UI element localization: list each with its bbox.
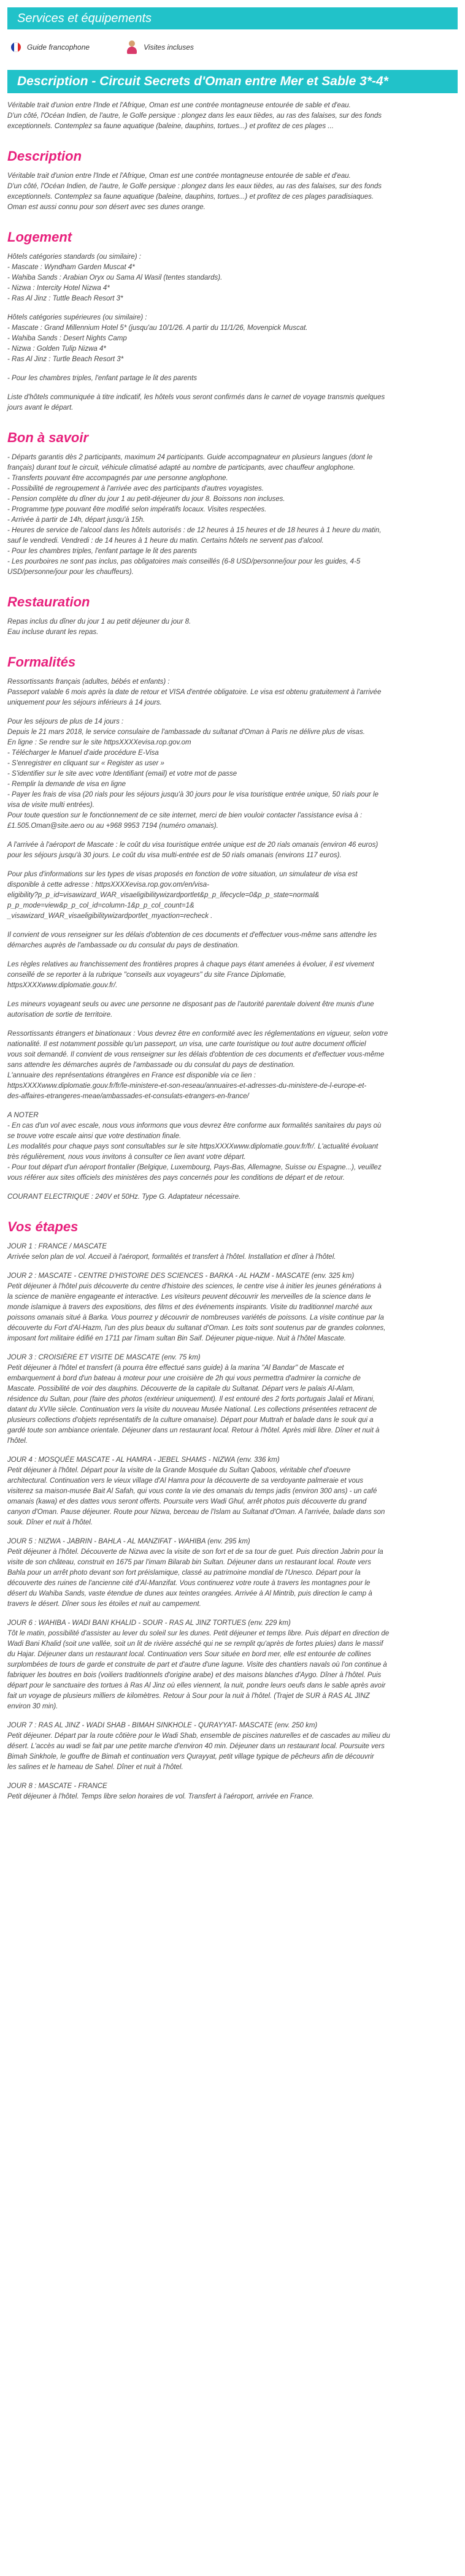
feature-guide (11, 42, 90, 53)
day-text-line: Petit déjeuner à l'hôtel. Temps libre selon horaires de vol. Transfert à l'aéroport, arrivée en France. (7, 1793, 314, 1800)
text-line: Hôtels catégories standards (ou similaire) : (7, 253, 141, 261)
text-line: exceptionnels. Contemplez sa faune aquatique (baleine, dauphins, tortues...) et profitez de ces plages ... (7, 123, 334, 130)
text-line: - Nizwa : Intercity Hotel Nizwa 4* (7, 285, 110, 292)
section-title-formalites: Formalités (7, 654, 76, 670)
text-line: - S'enregistrer en cliquant sur « Register as user » (7, 760, 164, 767)
logement-text (7, 252, 458, 413)
text-line: vous soit demandé. Il convient de vous renseigner sur les délais d'obtention de ces documents et d'effectuer vous-même (7, 1051, 385, 1058)
day-text-line: Petit déjeuner à l'hôtel et transfert (à pourra être effectué sans guide) à la marina "Al Bandar" de Mascate et (7, 1364, 344, 1372)
day-title: JOUR 7 : RAS AL JINZ - WADI SHAB - BIMAH SINKHOLE - QURAYYAT- MASCATE (env. 250 km) (7, 1722, 318, 1729)
features-row (7, 37, 458, 59)
text-line: sans attendre les démarches auprès de l'ambassade ou du consulat du pays de destination. (7, 1061, 295, 1069)
text-line: Pour les séjours de plus de 14 jours : (7, 718, 124, 725)
text-line: - Mascate : Grand Millennium Hotel 5* (jusqu'au 10/1/26. A partir du 11/1/26, Movenpick Muscat. (7, 324, 308, 332)
text-line: - Transferts pouvant être accompagnés par une personne anglophone. (7, 475, 228, 482)
section-title-description: Description (7, 148, 82, 164)
text-line: - Wahiba Sands : Desert Nights Camp (7, 335, 127, 342)
day-text-line: travers le désert. Dîner sous les étoiles et nuit au campement. (7, 1600, 201, 1608)
section-title-restauration: Restauration (7, 594, 90, 610)
text-line: Hôtels catégories supérieures (ou similaire) : (7, 314, 147, 321)
day-text-line: découverte du Fort d'Al-Hazm, l'un des plus beaux du sultanat d'Oman. Les toits sont soutenus par de grandes colonnes, (7, 1324, 386, 1332)
text-line: exceptionnels. Contemplez sa faune aquatique (baleine, dauphins, tortues...) et profitez de ces plages paradisiaques. (7, 193, 374, 201)
services-banner: Services et équipements (7, 7, 458, 29)
day-text-line: désert du Wahiba Sands, vaste étendue de dunes aux teintes orangées. Arrivée à Al Mintrib, puis direction le camp à (7, 1590, 372, 1597)
text-line: - Possibilité de regroupement à l'arrivée avec des participants d'autres voyagistes. (7, 485, 264, 492)
text-line: D'un côté, l'Océan Indien, de l'autre, le Golfe persique : plongez dans les eaux tièdes, au ras des falaises, sur des fonds (7, 183, 382, 190)
text-line: - Nizwa : Golden Tulip Nizwa 4* (7, 345, 106, 353)
text-line: - Les pourboires ne sont pas inclus, pas obligatoires mais conseillés (6-8 USD/personne/jour pour les guides, 4-5 (7, 558, 361, 565)
formalites-text (7, 677, 458, 1202)
text-line: Pour toute question sur le fonctionnement de ce site internet, merci de bien vouloir contacter l'assistance evisa à : (7, 812, 363, 819)
text-line: - Pour tout départ d'un aéroport frontalier (Belgique, Luxembourg, Pays-Bas, Allemagne, Suisse ou Espagne...), veuillez (7, 1164, 382, 1171)
text-line: - Payer les frais de visa (20 rials pour les séjours jusqu'à 30 jours pour le visa touristique entrée unique, 50 rials pour le (7, 791, 379, 798)
day-text-line: environ 30 min). (7, 1703, 58, 1710)
text-line: nationalité. Il est notamment possible qu'un passeport, un visa, une carte touristique ou tout autre document officiel (7, 1041, 366, 1048)
text-line: - Ras Al Jinz : Tuttle Beach Resort 3* (7, 295, 123, 302)
text-line: D'un côté, l'Océan Indien, de l'autre, le Golfe persique : plongez dans les eaux tièdes, au ras des falaises, sur des fonds (7, 112, 382, 120)
text-line: - Ras Al Jinz : Turtle Beach Resort 3* (7, 356, 124, 363)
text-line: Les mineurs voyageant seuls ou avec une personne ne disposant pas de l'autorité parentale doivent être munis d'une (7, 1001, 374, 1008)
day-text-line: les salines et le hameau de Sahel. Dîner et nuit à l'hôtel. (7, 1764, 183, 1771)
text-line: - Départs garantis dès 2 participants, maximum 24 participants. Guide accompagnateur en plusieurs langues (dont le (7, 454, 373, 461)
day-text-line: Tôt le matin, possibilité d'assister au lever du soleil sur les dunes. Petit déjeuner et temps libre. Puis départ en direction de (7, 1630, 390, 1637)
text-line: A l'arrivée à l'aéroport de Mascate : le coût du visa touristique entrée unique est de 20 rials omanais (environ 46 euros) (7, 841, 379, 849)
text-line: - Mascate : Wyndham Garden Muscat 4* (7, 264, 135, 271)
french-flag-icon (11, 42, 21, 52)
text-line: Véritable trait d'union entre l'Inde et l'Afrique, Oman est une contrée montagneuse entourée de sable et d'eau. (7, 102, 351, 109)
text-line: - Heures de service de l'alcool dans les hôtels autorisés : de 12 heures à 15 heures et de 18 heures à 1 heure du matin, (7, 527, 382, 534)
text-line: USD/personne/jour pour les chauffeurs). (7, 568, 134, 576)
section-title-logement: Logement (7, 229, 72, 245)
text-line: - Pour les chambres triples, l'enfant partage le lit des parents (7, 375, 198, 382)
text-line: - Programme type pouvant être modifié selon impératifs locaux. Visites respectées. (7, 506, 267, 513)
text-line: autorisation de sortie de territoire. (7, 1011, 113, 1019)
day-text-line: omanais (kawa) et des dattes vous seront offerts. Poursuite vers Wadi Ghul, arrêt photos puis découverte du grand (7, 1498, 367, 1505)
bon-a-savoir-text (7, 453, 458, 578)
feature-visits (126, 40, 194, 54)
text-line: très régulièrement, nous vous invitons à consulter ce lien avant votre départ. (7, 1153, 246, 1161)
text-line: p_p_mode=view&p_p_col_id=column-1&p_p_col_count=1& (7, 902, 194, 909)
text-line: Ressortissants français (adultes, bébés et enfants) : (7, 678, 170, 686)
intro-text (7, 101, 458, 132)
text-line: Il convient de vous renseigner sur les délais d'obtention de ces documents et d'effectuer vous-même sans attendre les (7, 931, 377, 939)
day-text-line: visite de son château, construit en 1675 par l'imam Bilarab bin Sultan. Déjeuner dans un restaurant local. Route vers (7, 1559, 371, 1566)
day-title: JOUR 8 : MASCATE - FRANCE (7, 1783, 107, 1790)
text-line: - Arrivée à partir de 14h, départ jusqu'à 15h. (7, 516, 145, 524)
text-line: Repas inclus du dîner du jour 1 au petit déjeuner du jour 8. (7, 618, 191, 625)
day-text-line: Petit déjeuner. Départ par la route côtière pour le Wadi Shab, ensemble de piscines naturelles et de cascades au milieu du (7, 1732, 390, 1740)
day-text-line: l'hôtel. (7, 1437, 28, 1445)
text-line: conseillé de se reporter à la rubrique "conseils aux voyageurs" du site France Diplomatie, (7, 971, 286, 979)
restauration-text (7, 617, 458, 638)
itinerary (7, 1242, 458, 1802)
day-text-line: la science de manière engageante et interactive. Les visiteurs peuvent découvrir les merveilles de la science dans le (7, 1293, 371, 1301)
day-text-line: plusieurs collections d'objets représentatifs de la culture omanaise). Départ pour Muttrah et balade dans le souk qui a (7, 1416, 374, 1424)
text-line: des-affaires-etrangeres-meae/ambassades-et-consulats-etrangers-en-france/ (7, 1093, 249, 1100)
feature-label: Guide francophone (27, 42, 90, 52)
day-text-line: du Hajar. Déjeuner dans un restaurant local. Continuation vers Sour située en bord mer, elle est entourée de collines (7, 1651, 371, 1658)
text-line: jours avant le départ. (7, 404, 74, 411)
text-line: - Remplir la demande de visa en ligne (7, 781, 126, 788)
day-text-line: Arrivée selon plan de vol. Accueil à l'aéroport, formalités et transfert à l'hôtel. Installation et dîner à l'hôtel. (7, 1253, 336, 1261)
day-text-line: départ pour le sanctuaire des tortues à Ras Al Jinz où elles viennent, la nuit, pondre leurs oeufs dans le sable après avoir (7, 1682, 386, 1689)
description-banner: Description - Circuit Secrets d'Oman entre Mer et Sable 3*-4* (7, 70, 458, 93)
text-line: Oman est aussi connu pour son désert avec ses dunes orange. (7, 204, 206, 211)
text-line: sauf le vendredi. Vendredi : de 14 heures à 1 heure du matin. Certains hôtels ne servent pas d'alcool. (7, 537, 324, 545)
day-text-line: poissons omanais situé à Barka. Vous pourrez y découvrir de nombreuses variétés de poissons. La visite continue par la (7, 1314, 384, 1321)
text-line: démarches auprès de l'ambassade ou du consulat du pays de destination. (7, 942, 240, 949)
text-line: visa de visite multi entrées). (7, 801, 94, 809)
day-text-line: découverte des ruines de l'ancienne cité d'Al-Manzifat. Vous continuerez votre route à travers les montagnes pour le (7, 1580, 371, 1587)
section-title-bon-a-savoir: Bon à savoir (7, 430, 89, 445)
text-line: - Pension complète du dîner du jour 1 au petit-déjeuner du jour 8. Boissons non incluses. (7, 495, 285, 503)
day-text-line: Bahla pour un arrêt photo devant son fort préislamique, classé au patrimoine mondial de l'Unesco. Départ pour la (7, 1569, 361, 1577)
text-line: disponible à cette adresse : httpsXXXXevisa.rop.gov.om/en/visa- (7, 881, 209, 889)
text-line: - Pour les chambres triples, l'enfant partage le lit des parents (7, 548, 198, 555)
text-line: se trouve votre escale ainsi que votre destination finale. (7, 1133, 182, 1140)
day-text-line: désert. L'accès au wadi se fait par une petite marche d'environ 40 min. Déjeuner dans un restaurant local. Poursuite vers (7, 1743, 385, 1750)
text-line: En ligne : Se rendre sur le site httpsXXXXevisa.rop.gov.om (7, 739, 191, 746)
day-text-line: Petit déjeuner à l'hôtel. Départ pour la visite de la Grande Mosquée du Sultan Qaboos, véritable chef d'oeuvre (7, 1467, 351, 1474)
text-line: L'annuaire des représentations étrangères en France est disponible via ce lien : (7, 1072, 256, 1079)
text-line: vous référer aux sites officiels des ministères des pays concernés pour les conditions de départ et de retour. (7, 1174, 345, 1182)
text-line: - S'identifier sur le site avec votre Identifiant (email) et votre mot de passe (7, 770, 237, 778)
day-text-line: résidence du Sultan, pour (faire des photos (extérieur uniquement). Il est entouré des 2 forts portugais Jalali et Mirani, (7, 1396, 375, 1403)
text-line: - Télécharger le Manuel d'aide procédure E-Visa (7, 749, 159, 757)
day-title: JOUR 2 : MASCATE - CENTRE D'HISTOIRE DES SCIENCES - BARKA - AL HAZM - MASCATE (env. 325 km) (7, 1272, 355, 1280)
day-title: JOUR 5 : NIZWA - JABRIN - BAHLA - AL MANZIFAT - WAHIBA (env. 295 km) (7, 1538, 250, 1545)
text-line: httpsXXXXwww.diplomatie.gouv.fr/. (7, 982, 118, 989)
text-line: _visawizard_WAR_visaeligibilitywizardportlet_myaction=recheck . (7, 912, 213, 920)
text-line: £1.505.Oman@site.aero ou au +968 9953 7194 (numéro omanais). (7, 822, 218, 830)
text-line: Liste d'hôtels communiquée à titre indicatif, les hôtels vous seront confirmés dans le carnet de voyage transmis quelques (7, 394, 385, 401)
day-text-line: embarquement à bord d'un bateau à moteur pour une croisière de 2h qui vous permettra d'admirer la corniche de (7, 1375, 361, 1382)
feature-label: Visites incluses (144, 42, 194, 52)
text-line: - Wahiba Sands : Arabian Oryx ou Sama Al Wasil (tentes standards). (7, 274, 223, 281)
day-text-line: Petit déjeuner à l'hôtel. Découverte de Nizwa avec la visite de son fort et de sa tour de guet. Puis direction Jabrin pour la (7, 1548, 383, 1556)
visitor-icon (126, 40, 137, 54)
text-line: Les règles relatives au franchissement des frontières propres à chaque pays étant amenées à évoluer, il est vivement (7, 961, 374, 968)
day-text-line: gardé toute son ambiance orientale. Déjeuner dans un restaurant local. Retour à l'hôtel. Après midi libre. Dîner et nuit à (7, 1427, 380, 1434)
day-text-line: surplombées de tours de garde et construite de part et d'autre d'une lagune. Visite des chantiers navals où l'on continue à (7, 1661, 387, 1668)
day-text-line: Bimah Sinkhole, le gouffre de Bimah et continuation vers Qurayyat, petit village typique de pêcheurs afin de découvrir (7, 1753, 374, 1760)
description-text (7, 171, 458, 213)
text-line: pour les séjours jusqu'à 30 jours. Le coût du visa multi-entrée est de 50 rials omanais (environs 117 euros). (7, 852, 342, 859)
text-line: - En cas d'un vol avec escale, nous vous informons que vous devrez être conforme aux formalités sanitaires du pays où (7, 1122, 382, 1129)
day-title: JOUR 4 : MOSQUÉE MASCATE - AL HAMRA - JEBEL SHAMS - NIZWA (env. 336 km) (7, 1456, 280, 1464)
day-text-line: imposant fort militaire édifié en 1711 par l'imam sultan Bin Saif. Déjeuner pique-nique. Nuit à l'hôtel Mascate. (7, 1335, 346, 1342)
day-text-line: datant du XVIIe siècle. Continuation vers la visite du nouveau Musée National. Les collections présentées retracent de (7, 1406, 377, 1413)
day-text-line: visiterez sa maison-musée Bait Al Safah, qui vous conte la vie des omanais du temps jadis (environ 300 ans) - un café (7, 1488, 377, 1495)
text-line: Véritable trait d'union entre l'Inde et l'Afrique, Oman est une contrée montagneuse entourée de sable et d'eau. (7, 172, 351, 180)
day-text-line: Wadi Bani Khalid (soit une vallée, soit un lit de rivière asséché qui ne se remplit qu'après de fortes pluies) dans le massif (7, 1640, 383, 1648)
text-line: A NOTER (7, 1112, 39, 1119)
day-text-line: canyon d'Oman. Pause déjeuner. Route pour Nizwa, berceau de l'Islam au Sultanat d'Oman. A l'arrivée, balade dans son (7, 1508, 385, 1516)
day-text-line: fait un voyage de plusieurs milliers de kilomètres. Retour à Sour pour la nuit à l'hôtel. (Trajet de SUR à RAS AL JINZ (7, 1692, 370, 1700)
text-line: Depuis le 21 mars 2018, le service consulaire de l'ambassade du sultanat d'Oman à Paris ne délivre plus de visas. (7, 728, 365, 736)
day-text-line: souk. Dîner et nuit à l'hôtel. (7, 1519, 93, 1526)
day-text-line: Mascate. Possibilité de voir des dauphins. Découverte de la capitale du Sultanat. Départ vers le palais Al-Alam, (7, 1385, 355, 1393)
text-line: Eau incluse durant les repas. (7, 629, 99, 636)
text-line: eligibility?p_p_id=visawizard_WAR_visaeligibilitywizardportlet&p_p_lifecycle=0&p_p_state=normal& (7, 892, 320, 899)
day-title: JOUR 1 : FRANCE / MASCATE (7, 1243, 107, 1250)
text-line: français) durant tout le circuit, véhicule climatisé adapté au nombre de participants, avec chauffeur anglophone. (7, 464, 356, 472)
day-text-line: architectural. Continuation vers le vieux village d'Al Hamra pour la découverte de sa verdoyante palmeraie et vous (7, 1477, 364, 1485)
text-line: Pour plus d'informations sur les types de visas proposés en fonction de votre situation, un simulateur de visa est (7, 871, 358, 878)
text-line: Les modalités pour chaque pays sont consultables sur le site httpsXXXXwww.diplomatie.gouv.fr/fr/. L'actualité évoluant (7, 1143, 379, 1150)
day-text-line: monde islamique à travers des expositions, des films et des événements inspirants. Visite du traditionnel marché aux (7, 1304, 372, 1311)
section-title-vos-etapes: Vos étapes (7, 1219, 79, 1234)
day-text-line: Petit déjeuner à l'hôtel puis découverte du centre d'histoire des sciences, le centre vise à initier les jeunes générations à (7, 1283, 382, 1290)
text-line: COURANT ELECTRIQUE : 240V et 50Hz. Type G. Adaptateur nécessaire. (7, 1193, 241, 1201)
day-title: JOUR 3 : CROISIÈRE ET VISITE DE MASCATE (env. 75 km) (7, 1354, 201, 1361)
text-line: httpsXXXXwww.diplomatie.gouv.fr/fr/le-ministere-et-son-reseau/annuaires-et-adresses-du-ministere-de-l-europe-et- (7, 1082, 367, 1090)
text-line: Passeport valable 6 mois après la date de retour et VISA d'entrée obligatoire. Le visa est obtenu gratuitement à l'arrivée (7, 689, 382, 696)
text-line: uniquement pour les séjours inférieurs à 14 jours. (7, 699, 162, 706)
day-text-line: fabriquer les boutres en bois (voiliers traditionnels d'origine arabe) et des maisons blanches d'Aygo. Dîner à l'hôtel. Puis (7, 1672, 382, 1679)
day-title: JOUR 6 : WAHIBA - WADI BANI KHALID - SOUR - RAS AL JINZ TORTUES (env. 229 km) (7, 1619, 291, 1627)
text-line: Ressortissants étrangers et binationaux : Vous devrez être en conformité avec les réglementations en vigueur, selon votre (7, 1030, 388, 1038)
